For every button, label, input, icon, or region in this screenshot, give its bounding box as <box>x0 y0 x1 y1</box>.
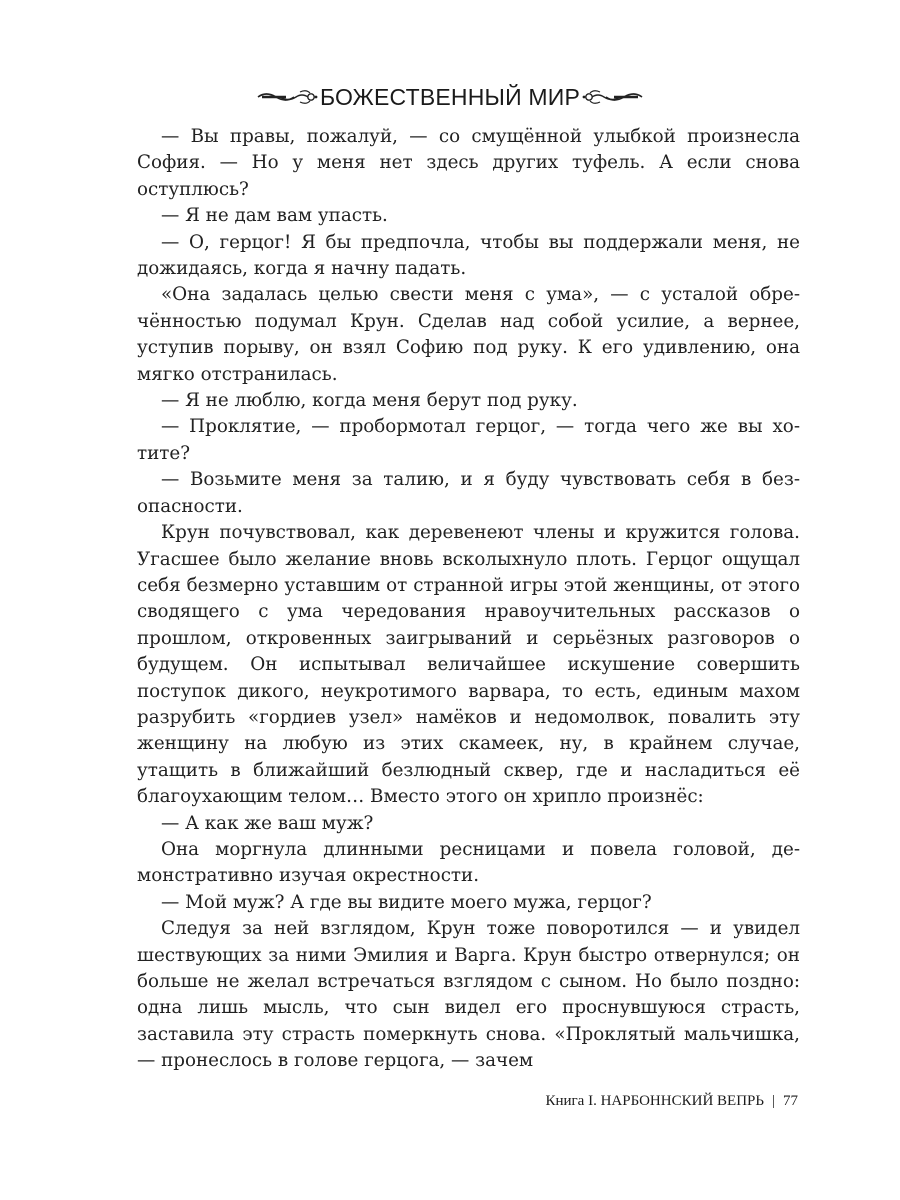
page-number: 77 <box>783 1093 798 1109</box>
paragraph: — Возьмите меня за талию, и я буду чувствовать себя в безопасности. <box>137 469 800 517</box>
paragraph: — О, герцог! Я бы предпочла, чтобы вы поддержали меня, не дожидаясь, когда я начну падать. <box>137 231 800 280</box>
left-ornament-icon <box>256 88 318 106</box>
body-text <box>137 124 800 1075</box>
page-footer <box>545 1093 798 1110</box>
paragraph: — Я не дам вам упасть. <box>161 205 388 227</box>
paragraph: — А как же ваш муж? <box>161 812 374 834</box>
paragraph: «Она задалась целью свести меня с ума», — с усталой обречённостью подумал Крун. Сделав над собой усилие, а вернее, уступив порыву, он взял Софию под руку. К его удивлению, она мягко отстранилась. <box>137 284 800 385</box>
running-title: БОЖЕСТВЕННЫЙ МИР <box>319 83 581 110</box>
paragraph: — Я не люблю, когда меня берут под руку. <box>161 390 578 412</box>
right-ornament-icon <box>582 88 644 106</box>
paragraph: — Мой муж? А где вы видите моего мужа, герцог? <box>161 891 652 913</box>
paragraph: — Вы правы, пожалуй, — со смущённой улыбкой произнесла София. — Но у меня нет здесь других туфель. А если снова оступлюсь? <box>137 126 800 200</box>
paragraph: Крун почувствовал, как деревенеют члены и кружится голова. Угасшее было желание вновь всколыхнуло плоть. Герцог ощущал себя безмерно уставшим от странной игры этой женщины, от этого сводящего с ума чередования нравоучительных рассказов о прошлом, откровенных заигрываний и серьёзных разговоров о будущем. Он испытывал величайшее искушение совершить поступок дикого, неукротимого варвара, то есть, единым махом разрубить «гордиев узел» намёков и недомолвок, повалить эту женщину на любую из этих скамеек, ну, в крайнем случае, утащить в ближайший безлюдный сквер, где и насладиться её благоухающим телом… Вместо этого он хрипло произнёс: <box>137 522 800 808</box>
paragraph: Следуя за ней взглядом, Крун тоже поворотился — и увидел шествующих за ними Эмилия и Варга. Крун быстро отвернулся; он больше не желал встречаться взглядом с сыном. Но было поздно: одна лишь мысль, что сын видел его проснувшуюся страсть, заставила эту страсть померкнуть снова. «Проклятый мальчишка, — пронеслось в голове герцога, — зачем <box>137 918 800 1072</box>
running-head <box>0 80 900 114</box>
book-label: Книга I. НАРБОННСКИЙ ВЕПРЬ <box>545 1093 764 1109</box>
paragraph: Она моргнула длинными ресницами и повела головой, демонстративно изучая окрестности. <box>137 838 800 887</box>
paragraph: — Проклятие, — пробормотал герцог, — тогда чего же вы хотите? <box>137 416 800 464</box>
footer-separator: | <box>771 1093 775 1109</box>
